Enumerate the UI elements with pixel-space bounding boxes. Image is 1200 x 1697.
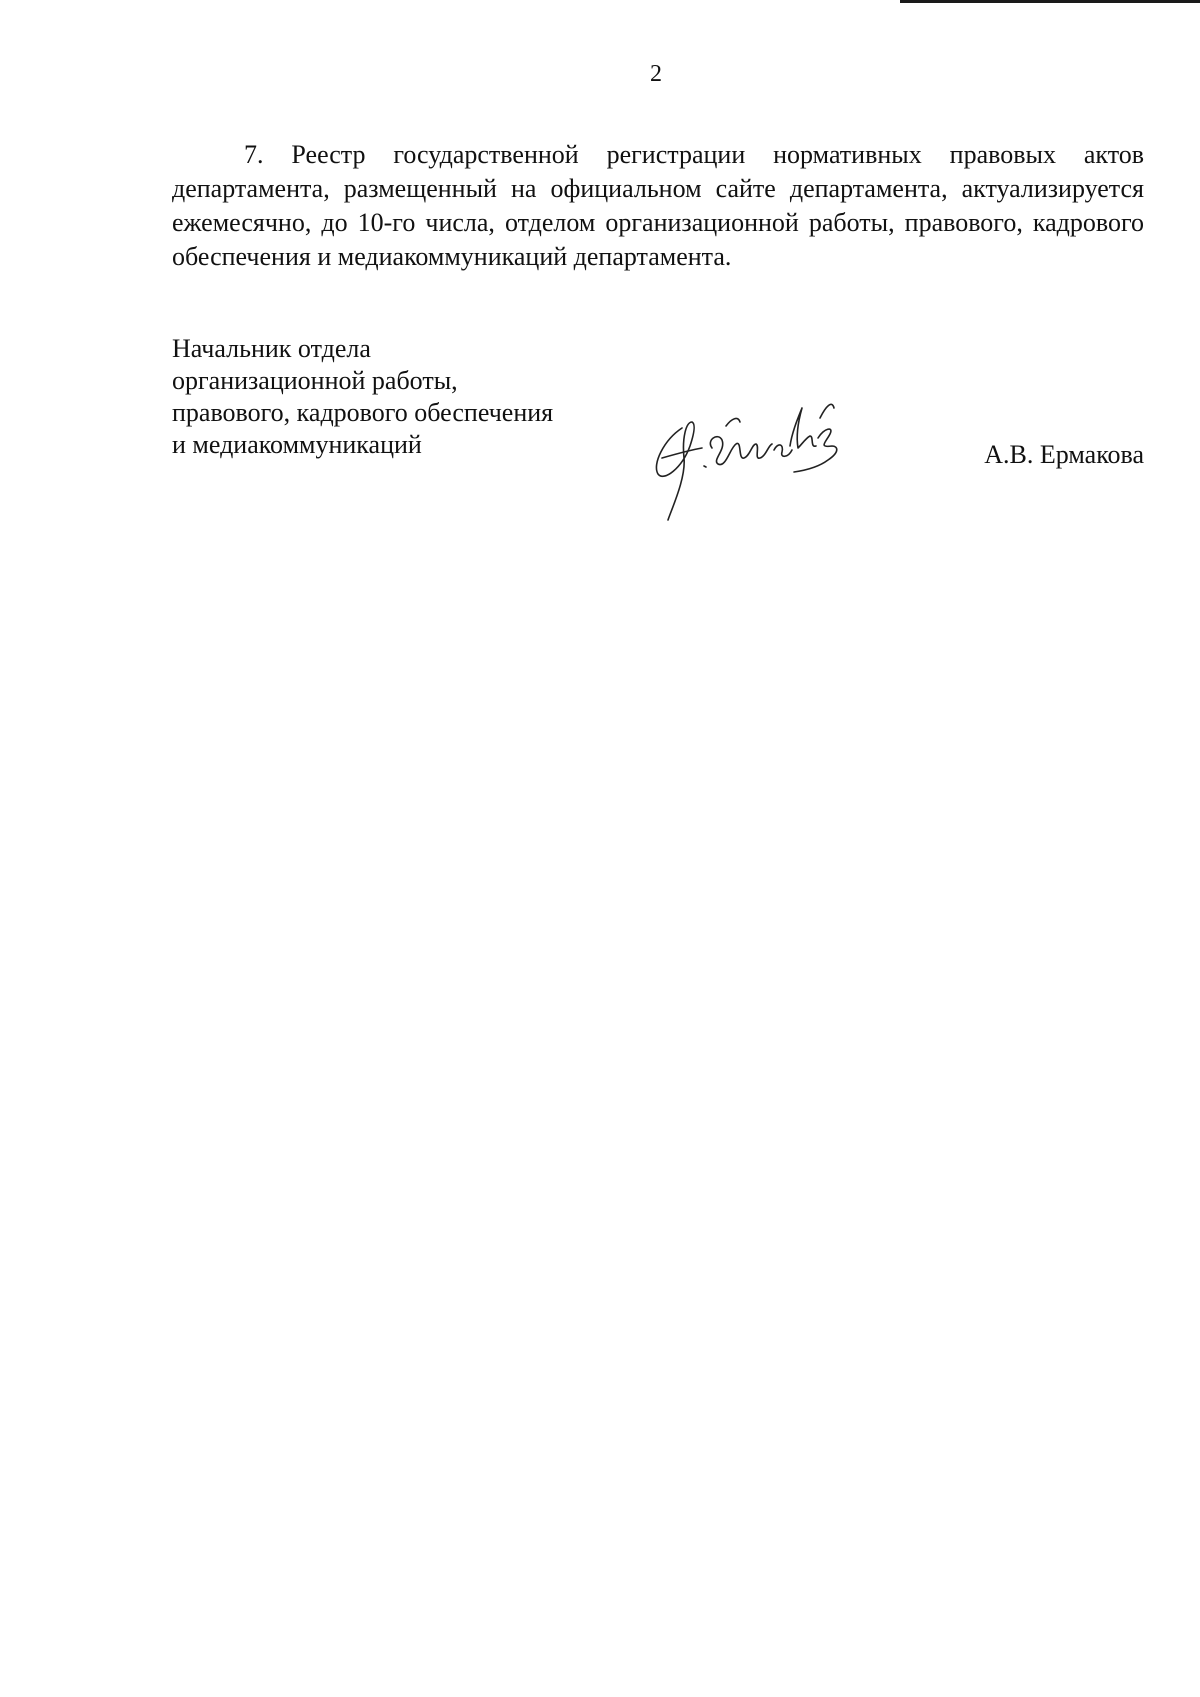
signatory-title-line: и медиакоммуникаций bbox=[172, 430, 422, 459]
signatory-name: А.В. Ермакова bbox=[984, 440, 1144, 469]
handwritten-signature-icon bbox=[642, 388, 872, 528]
scan-edge-line bbox=[900, 0, 1200, 3]
signature-block bbox=[172, 333, 1144, 533]
signatory-title-line: организационной работы, bbox=[172, 366, 458, 395]
signatory-title bbox=[172, 333, 622, 461]
signatory-title-line: правового, кадрового обеспечения bbox=[172, 398, 554, 427]
signatory-title-line: Начальник отдела bbox=[172, 334, 371, 363]
paragraph-item-7: 7. Реестр государственной регистрации нормативных правовых актов департамента, размещенный на официальном сайте департамента, актуализируется ежемесячно, до 10-го числа, отделом организационной работы, правового, кадрового обеспечения и медиакоммуникаций департамента. bbox=[172, 140, 1144, 271]
page-number: 2 bbox=[650, 61, 662, 87]
